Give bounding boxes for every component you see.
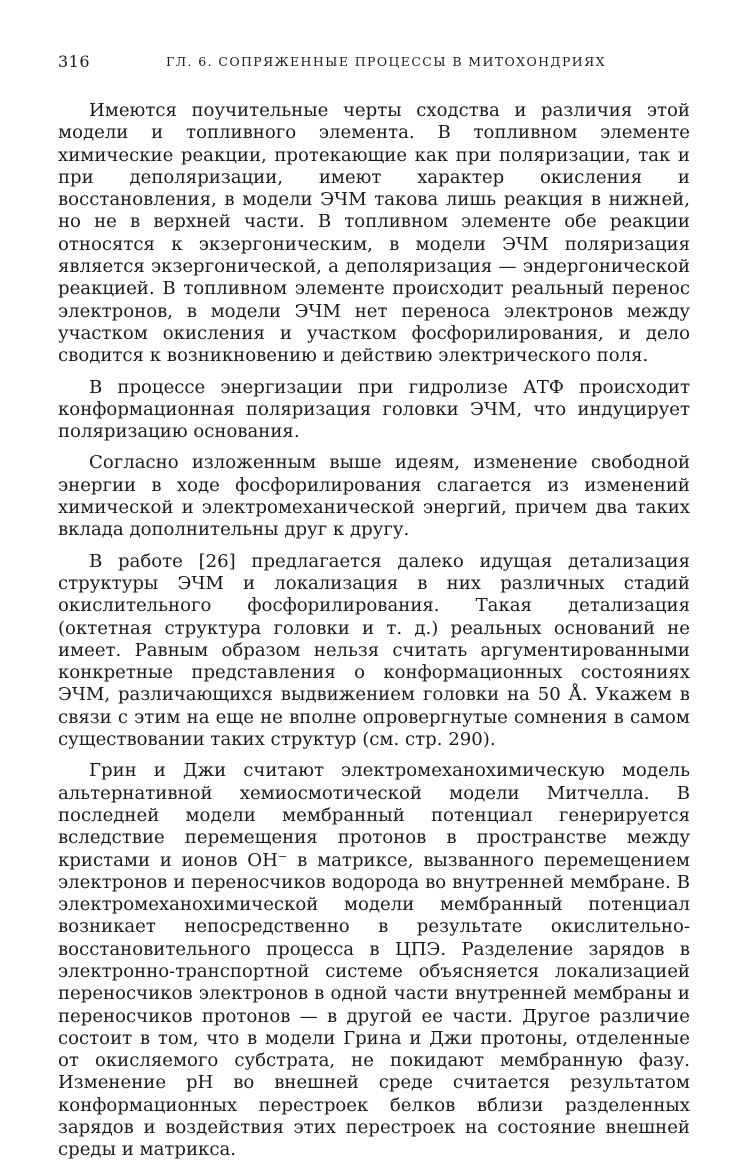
paragraph-atp-hydrolysis: В процессе энергизации при гидролизе АТФ происходит конформационная поляризация головки ЭЧМ, что индуцирует поляризацию основания. bbox=[58, 376, 690, 443]
paragraph-fuel-cell-comparison: Имеются поучительные черты сходства и различия этой модели и топливного элемента. В топливном элементе химические реакции, протекающие как при поляризации, так и при деполяризации, имеют характер окисления и восстановления, в модели ЭЧМ такова лишь реакция в нижней, но не в верхней части. В топливном элементе обе реакции относятся к экзергоническим, в модели ЭЧМ поляризация является экзергонической, а деполяризация — эндергонической реакцией. В топливном элементе происходит реальный перенос электронов, в модели ЭЧМ нет переноса электронов между участком окисления и участком фосфорилирования, и дело сводится к возникновению и действию электрического поля. bbox=[58, 100, 690, 367]
running-head: ГЛ. 6. СОПРЯЖЕННЫЕ ПРОЦЕССЫ В МИТОХОНДРИЯХ bbox=[166, 54, 606, 69]
paragraph-free-energy: Согласно изложенным выше идеям, изменение свободной энергии в ходе фосфорилирования слагается из изменений химической и электромеханической энергий, причем два таких вклада дополнительны друг к другу. bbox=[58, 452, 690, 541]
body-text bbox=[58, 100, 690, 1171]
page-number: 316 bbox=[58, 52, 91, 71]
paragraph-green-ji-model: Грин и Джи считают электромеханохимическую модель альтернативной хемиосмотической модели Митчелла. В последней модели мембранный потенциал генерируется вследствие перемещения протонов в пространстве между кристами и ионов ОН⁻ в матриксе, вызванного перемещением электронов и переносчиков водорода во внутренней мембране. В электромеханохимической модели мембранный потенциал возникает непосредственно в результате окислительно-восстановительного процесса в ЦПЭ. Разделение зарядов в электронно-транспортной системе объясняется локализацией переносчиков электронов в одной части внутренней мембраны и переносчиков протонов — в другой ее части. Другое различие состоит в том, что в модели Грина и Джи протоны, отделенные от окисляемого субстрата, не покидают мембранную фазу. Изменение pH во внешней среде считается результатом конформационных перестроек белков вблизи разделенных зарядов и воздействия этих перестроек на состояние внешней среды и матрикса. bbox=[58, 760, 690, 1161]
page-header bbox=[58, 52, 690, 78]
paragraph-detailing-critique: В работе [26] предлагается далеко идущая детализация структуры ЭЧМ и локализация в них различных стадий окислительного фосфорилирования. Такая детализация (октетная структура головки и т. д.) реальных оснований не имеет. Равным образом нельзя считать аргументированными конкретные представления о конформационных состояниях ЭЧМ, различающихся выдвижением головки на 50 Å. Укажем в связи с этим на еще не вполне опровергнутые сомнения в самом существовании таких структур (см. стр. 290). bbox=[58, 550, 690, 751]
